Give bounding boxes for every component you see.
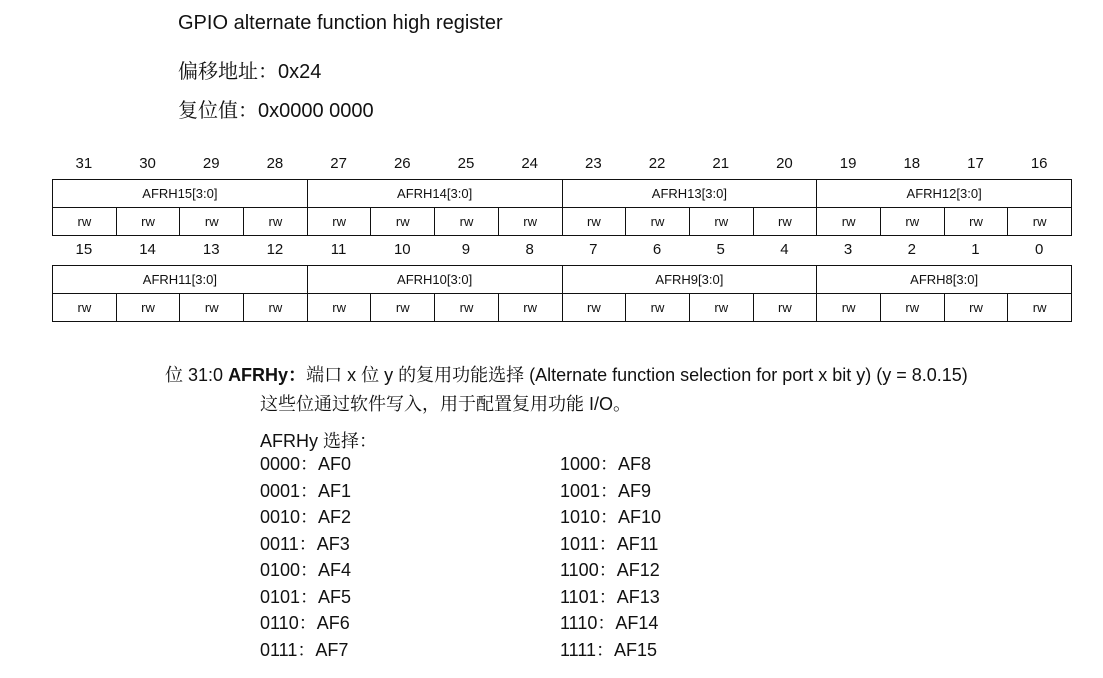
access-cell: rw <box>53 294 117 322</box>
af-option: 0001：AF1 <box>260 480 352 501</box>
af-option: 0010：AF2 <box>260 507 352 527</box>
access-cell: rw <box>435 294 499 322</box>
bit-number: 28 <box>266 155 284 172</box>
access-cell: rw <box>180 208 244 236</box>
register-field: AFRH10[3:0] <box>307 266 562 294</box>
af-option: 1011：AF11 <box>560 533 659 554</box>
bit-number: 19 <box>839 155 857 172</box>
field-description-text: 端口 x 位 y 的复用功能选择 (Alternate function selection for port x bit y) (y = 8.0.15) <box>306 365 968 385</box>
access-cell: rw <box>817 208 881 236</box>
access-cell: rw <box>944 208 1008 236</box>
af-option: 1110：AF14 <box>560 613 659 633</box>
bit-number: 10 <box>393 241 411 258</box>
af-list-right <box>560 451 661 663</box>
access-cell: rw <box>562 294 626 322</box>
access-cell: rw <box>435 208 499 236</box>
bit-number: 29 <box>202 155 220 172</box>
bit-number: 21 <box>712 155 730 172</box>
access-cell: rw <box>116 208 180 236</box>
bit-number: 31 <box>75 155 93 172</box>
bit-number: 27 <box>330 155 347 172</box>
access-cell: rw <box>626 208 690 236</box>
bit-number: 5 <box>716 241 725 258</box>
af-option: 1101：AF13 <box>560 586 660 607</box>
bit-number: 18 <box>903 155 921 172</box>
register-field: AFRH8[3:0] <box>817 266 1072 294</box>
access-row-high <box>53 208 1072 236</box>
af-option: 0110：AF6 <box>260 613 350 633</box>
register-table-high <box>52 179 1072 236</box>
bit-number: 9 <box>461 241 471 258</box>
af-list-left <box>260 451 351 663</box>
field-description <box>165 361 968 387</box>
register-title: GPIO alternate function high register <box>178 12 503 34</box>
access-cell: rw <box>1008 208 1072 236</box>
access-cell: rw <box>498 208 562 236</box>
access-cell: rw <box>1008 294 1072 322</box>
register-field: AFRH11[3:0] <box>53 266 308 294</box>
access-cell: rw <box>244 208 308 236</box>
bit-numbers-low <box>52 237 1071 263</box>
register-field: AFRH14[3:0] <box>307 180 562 208</box>
bit-number: 0 <box>1034 241 1044 258</box>
bit-number: 13 <box>202 241 220 258</box>
bit-number: 23 <box>585 155 602 172</box>
access-cell: rw <box>116 294 180 322</box>
bit-number: 16 <box>1030 155 1048 172</box>
bit-number: 3 <box>843 241 853 258</box>
bit-number: 2 <box>907 241 916 258</box>
bit-number: 14 <box>139 241 156 258</box>
bit-numbers-high <box>52 151 1071 177</box>
access-cell: rw <box>753 208 817 236</box>
af-option: 0000：AF0 <box>260 454 352 474</box>
register-field: AFRH15[3:0] <box>53 180 308 208</box>
af-option: 0100：AF4 <box>260 560 352 580</box>
access-cell: rw <box>880 208 944 236</box>
access-cell: rw <box>498 294 562 322</box>
field-description-detail: 这些位通过软件写入，用于配置复用功能 I/O。 <box>260 394 632 414</box>
bit-number: 30 <box>139 155 156 172</box>
bit-number: 7 <box>589 241 598 258</box>
register-reset-value: 复位值：0x0000 0000 <box>178 100 374 122</box>
bit-number: 24 <box>521 155 538 172</box>
access-cell: rw <box>689 294 753 322</box>
access-cell: rw <box>371 294 435 322</box>
bit-number: 22 <box>648 155 666 172</box>
access-cell: rw <box>753 294 817 322</box>
bit-number: 17 <box>967 155 984 172</box>
af-option: 0111：AF7 <box>260 639 349 660</box>
bit-number: 1 <box>971 241 980 258</box>
access-cell: rw <box>689 208 753 236</box>
bit-number: 6 <box>652 241 662 258</box>
register-field: AFRH12[3:0] <box>817 180 1072 208</box>
bit-number: 12 <box>266 241 284 258</box>
register-table-low <box>52 265 1072 322</box>
access-cell: rw <box>307 294 371 322</box>
access-cell: rw <box>880 294 944 322</box>
af-option: 1100：AF12 <box>560 560 660 580</box>
access-cell: rw <box>53 208 117 236</box>
bit-number: 15 <box>75 241 93 258</box>
access-cell: rw <box>244 294 308 322</box>
selection-label: AFRHy 选择： <box>260 431 377 451</box>
access-row-low <box>53 294 1072 322</box>
af-option: 0011：AF3 <box>260 533 350 554</box>
bit-number: 4 <box>780 241 789 258</box>
access-cell: rw <box>944 294 1008 322</box>
field-row-high <box>53 180 1072 208</box>
field-name: AFRHy： <box>228 365 307 385</box>
access-cell: rw <box>371 208 435 236</box>
field-row-low <box>53 266 1072 294</box>
access-cell: rw <box>307 208 371 236</box>
bit-number: 20 <box>776 155 793 172</box>
af-option: 1010：AF10 <box>560 507 662 527</box>
bit-number: 8 <box>525 241 534 258</box>
af-option: 0101：AF5 <box>260 586 352 607</box>
register-field: AFRH13[3:0] <box>562 180 817 208</box>
field-bits: 位 31:0 <box>165 365 224 385</box>
bit-number: 25 <box>457 155 475 172</box>
access-cell: rw <box>817 294 881 322</box>
bit-number: 11 <box>330 241 347 258</box>
af-option: 1000：AF8 <box>560 454 652 474</box>
af-option: 1111：AF15 <box>560 639 658 660</box>
access-cell: rw <box>626 294 690 322</box>
af-option: 1001：AF9 <box>560 480 652 501</box>
bit-number: 26 <box>393 155 411 172</box>
register-field: AFRH9[3:0] <box>562 266 817 294</box>
register-offset: 偏移地址：0x24 <box>178 61 322 83</box>
access-cell: rw <box>562 208 626 236</box>
access-cell: rw <box>180 294 244 322</box>
